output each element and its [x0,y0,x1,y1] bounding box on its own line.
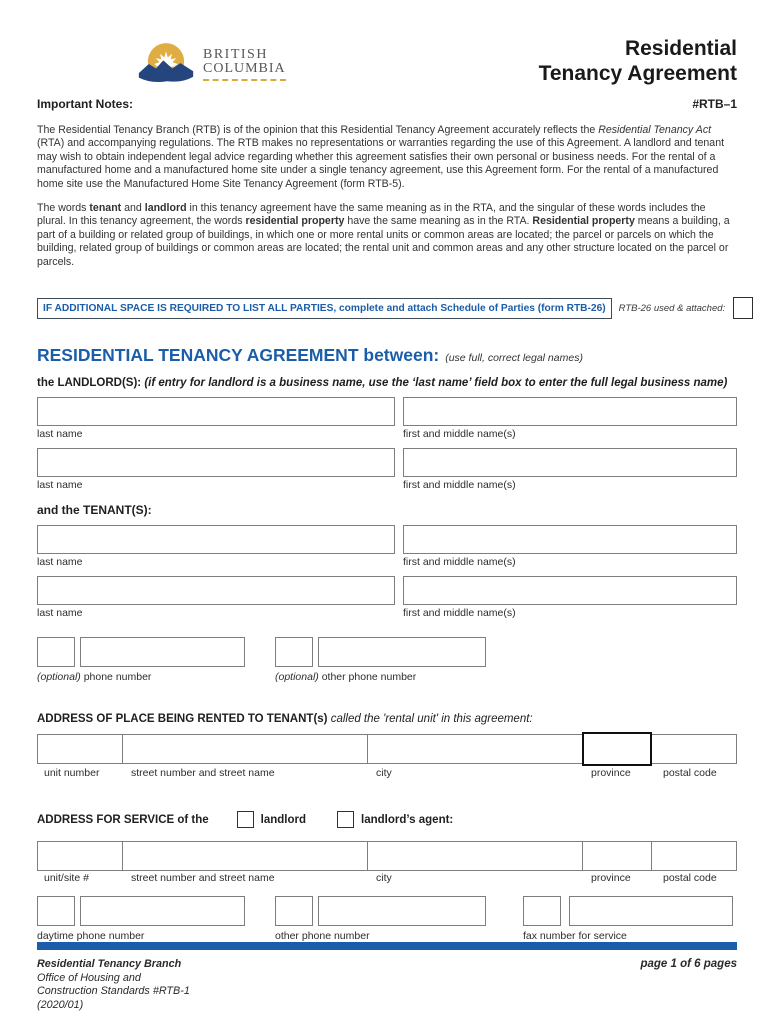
tenant-phone-row [37,637,737,683]
other-phone-group [275,896,486,942]
fax-number-label: fax number for service [523,930,627,943]
intro-paragraph-2: The words tenant and landlord in this tenancy agreement have the same meaning as in the RTA, and the singular of these words includes the plural. In this tenancy agreement, the words residential property have the same meaning as in the RTA. Residential property means a building, a part of a building or related group of buildings, in which one or more rental units or common areas are located; the parcel or parcels on which the building, related group of buildings or common areas are located; the rental unit and common areas and any other structure located on the parcel or parcels. [37,202,730,268]
unit-number-label: unit number [44,767,100,780]
rental-address-heading [37,713,737,725]
landlord1-last-name-input[interactable] [37,397,395,426]
service-phone-row [37,896,737,942]
province-label: province [591,767,631,780]
last-name-label: last name [37,428,83,441]
other-phone-area-code-input[interactable] [275,896,313,926]
rental-address-row [37,732,737,766]
service-landlord-label: landlord [260,813,307,826]
fax-number-group [523,896,733,942]
tenant1-first-middle-name-input[interactable] [403,525,737,554]
city-label: city [376,872,392,885]
footer-branch-name: Residential Tenancy Branch [37,958,182,971]
city-label: city [376,767,392,780]
tenant-section-heading: and the TENANT(S): [37,503,152,518]
service-address-labels [37,872,737,884]
landlord-section-heading: the LANDLORD(S): (if entry for landlord is a business name, use the ‘last name’ field box to enter the full legal business name) [37,377,728,390]
service-unit-site-input[interactable] [37,841,123,871]
form-title-line2: Tenancy Agreement [538,62,737,85]
service-province-input[interactable] [582,841,652,871]
street-label: street number and street name [131,872,275,885]
header [37,36,737,90]
daytime-phone-area-code-input[interactable] [37,896,75,926]
daytime-phone-group [37,896,245,942]
tenant2-first-middle-name-input[interactable] [403,576,737,605]
footer-version-line: (2020/01) [37,998,84,1011]
tenant-other-phone-group [275,637,486,683]
tenant2-last-name-group [37,576,395,619]
landlord1-last-name-group [37,397,395,440]
schedule-of-parties-row [37,297,737,319]
other-phone-label: other phone number [275,930,370,943]
service-address-heading-row [37,811,737,828]
last-name-label: last name [37,556,83,569]
optional-other-phone-label: (optional) other phone number [275,671,417,684]
agreement-heading-note: (use full, correct legal names) [445,352,583,365]
important-notes-label: Important Notes: [37,97,133,111]
schedule-of-parties-notice: IF ADDITIONAL SPACE IS REQUIRED TO LIST ALL PARTIES, complete and attach Schedule of Parties (form RTB-26) [37,298,612,319]
service-landlord-checkbox[interactable] [237,811,254,828]
tenant2-last-name-input[interactable] [37,576,395,605]
tenant-phone-area-code-input[interactable] [37,637,75,667]
rental-province-input[interactable] [582,732,652,766]
tenant1-last-name-group [37,525,395,568]
rental-address-heading-bold: ADDRESS OF PLACE BEING RENTED TO TENANT(s) [37,713,328,726]
tenant-phone-number-input[interactable] [80,637,245,667]
bc-government-logo [137,38,286,90]
landlord2-first-name-group [403,448,737,491]
intro-paragraph-1: The Residential Tenancy Branch (RTB) is of the opinion that this Residential Tenancy Agreement accurately reflects the Residential Tenancy Act (RTA) and accompanying regulations. The RTB makes no representations or warranties regarding the use of this Agreement. A landlord and tenant may wish to obtain independent legal advice regarding whether this agreement satisfies their own personal or business needs. For the rental of a manufactured home and a manufactured home site under a single tenancy agreement, use this Agreement form. For the rental of a manufactured home site use the Manufactured Home Site Tenancy Agreement (form RTB-5). [37,124,725,190]
last-name-label: last name [37,607,83,620]
tenant-other-phone-number-input[interactable] [318,637,486,667]
fax-area-code-input[interactable] [523,896,561,926]
tenant-other-phone-area-code-input[interactable] [275,637,313,667]
page-indicator: page 1 of 6 pages [640,958,737,971]
daytime-phone-label: daytime phone number [37,930,145,943]
rental-street-input[interactable] [122,734,368,764]
first-middle-name-label: first and middle name(s) [403,556,516,569]
footer-standards-line: Construction Standards #RTB-1 [37,985,190,998]
service-landlords-agent-checkbox[interactable] [337,811,354,828]
rental-address-heading-italic: called the 'rental unit' in this agreement: [327,713,533,726]
agreement-heading-row [37,345,737,366]
landlord-name-row-2 [37,448,737,491]
form-title [539,36,737,86]
unit-site-label: unit/site # [44,872,89,885]
other-phone-number-input[interactable] [318,896,486,926]
landlord-name-row-1 [37,397,737,440]
landlord2-last-name-input[interactable] [37,448,395,477]
form-number: #RTB–1 [692,97,737,111]
landlord2-first-middle-name-input[interactable] [403,448,737,477]
logo-word-british: BRITISH [203,46,268,62]
service-street-input[interactable] [122,841,368,871]
tenant1-last-name-input[interactable] [37,525,395,554]
fax-number-input[interactable] [569,896,733,926]
rtb26-attached-label: RTB-26 used & attached: [618,302,726,314]
landlord1-first-name-group [403,397,737,440]
tenant2-first-name-group [403,576,737,619]
tenant-name-row-1 [37,525,737,568]
form-title-line1: Residential [624,37,737,60]
service-postal-code-input[interactable] [651,841,737,871]
last-name-label: last name [37,479,83,492]
tenant-name-row-2 [37,576,737,619]
service-landlords-agent-label: landlord’s agent: [361,813,454,826]
rental-city-input[interactable] [367,734,583,764]
first-middle-name-label: first and middle name(s) [403,607,516,620]
tenant-phone-group [37,637,245,683]
bc-sun-mountain-icon [137,38,195,90]
footer-divider-bar [37,942,737,950]
province-label: province [591,872,631,885]
landlord2-last-name-group [37,448,395,491]
service-address-heading: ADDRESS FOR SERVICE of the [37,813,209,826]
street-label: street number and street name [131,767,275,780]
footer-row [37,958,737,1012]
footer-office-line: Office of Housing and [37,971,141,984]
service-address-row [37,841,737,871]
postal-code-label: postal code [663,872,717,885]
service-city-input[interactable] [367,841,583,871]
rental-unit-number-input[interactable] [37,734,123,764]
optional-phone-label: (optional) phone number [37,671,152,684]
first-middle-name-label: first and middle name(s) [403,428,516,441]
landlord1-first-middle-name-input[interactable] [403,397,737,426]
logo-word-columbia: COLUMBIA [203,62,286,81]
agreement-heading: RESIDENTIAL TENANCY AGREEMENT between: [37,345,440,366]
footer [37,942,737,1012]
footer-branch-info [37,958,190,1012]
daytime-phone-number-input[interactable] [80,896,245,926]
tenant1-first-name-group [403,525,737,568]
postal-code-label: postal code [663,767,717,780]
bc-logo-wordmark [203,48,286,81]
rental-postal-code-input[interactable] [651,734,737,764]
rental-address-labels [37,767,737,779]
rtb26-attached-checkbox[interactable] [733,297,753,319]
subheader-row [37,97,737,111]
first-middle-name-label: first and middle name(s) [403,479,516,492]
